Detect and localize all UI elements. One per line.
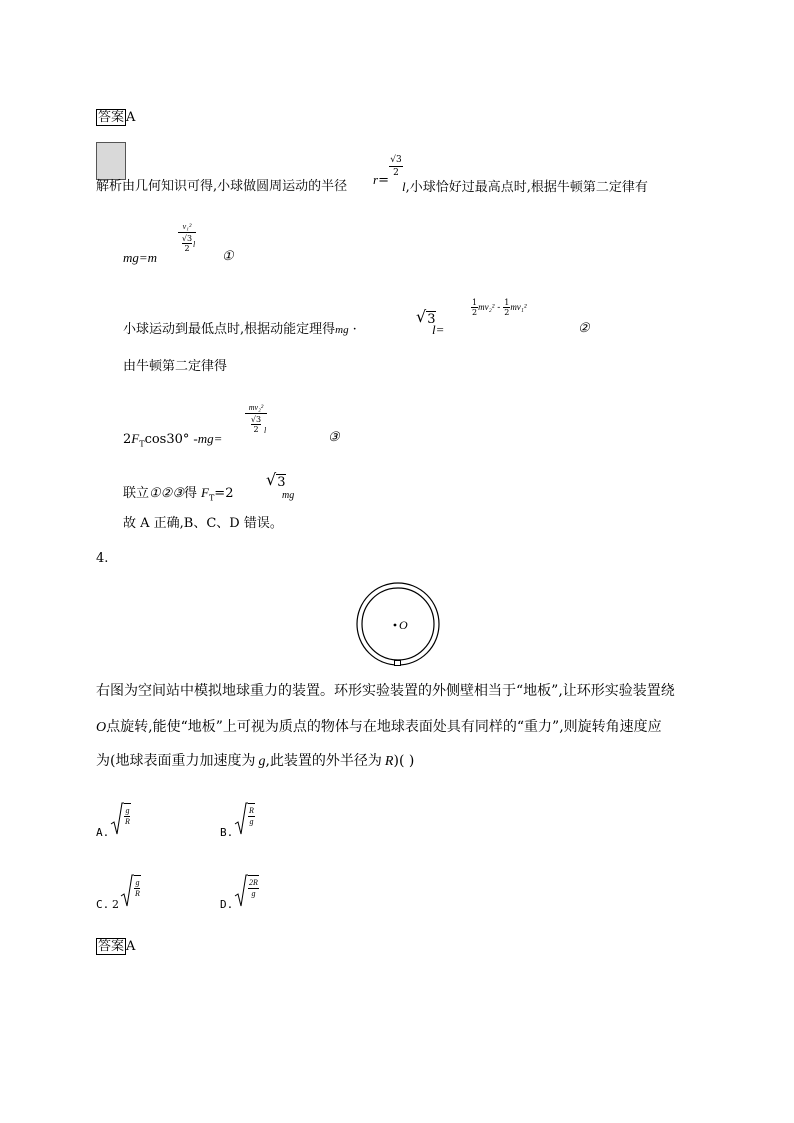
center-dot	[394, 624, 397, 627]
radical-sign	[110, 802, 124, 836]
eq1-lhs: mg=m	[123, 250, 158, 265]
option-fraction	[248, 803, 255, 827]
eq2-mark: ②	[578, 321, 590, 336]
option-c[interactable]	[96, 872, 206, 912]
analysis-line-1	[96, 179, 347, 195]
answer-value: A	[126, 110, 136, 125]
line2-sqrt: √ 3	[416, 307, 436, 327]
answer-value: A	[126, 939, 136, 954]
line2-leq: l=	[432, 322, 445, 337]
option-num: g	[125, 806, 130, 815]
option-d[interactable]	[220, 872, 330, 912]
radius-frac: √3 2	[390, 155, 402, 178]
option-den: g	[249, 817, 254, 826]
analysis-line1-post: l,小球恰好过最高点时,根据牛顿第二定律有	[402, 179, 648, 195]
eq1-frac: v₁² √3 2	[178, 222, 196, 253]
answer-row-1	[96, 106, 135, 126]
question-text-2: O点旋转,能使“地板”上可视为质点的物体与在地球表面处具有同样的“重力”,则旋转角速度应	[96, 719, 662, 735]
radical-sign	[234, 874, 248, 908]
option-den: g	[251, 889, 256, 898]
eq3-l: l	[264, 426, 267, 435]
option-label: B.	[220, 826, 234, 839]
center-label: O	[399, 618, 408, 632]
floor-object	[395, 661, 401, 666]
question-text-3: 为(地球表面重力加速度为 g,此装置的外半径为 R)( )	[96, 753, 415, 769]
option-coef: 2	[112, 898, 119, 911]
analysis-line1-pre: 由几何知识可得,小球做圆周运动的半径	[122, 179, 348, 194]
outer-ring	[357, 583, 439, 665]
line4-sqrt: √ 3	[266, 470, 286, 490]
option-label: D.	[220, 898, 234, 911]
analysis-line-4: 联立①②③得 $F_T=2$	[123, 485, 234, 503]
radical-sign	[234, 802, 248, 836]
eq3-lhs: $2F_T\cos 30^\circ$ -mg=	[123, 431, 223, 449]
eq1-mark: ①	[222, 249, 234, 264]
eq3-frac: mv₂² √3 2	[245, 403, 267, 434]
analysis-line-3: 由牛顿第二定律得	[123, 359, 228, 374]
option-fraction	[124, 803, 131, 827]
analysis-line-5: 故 A 正确,B、C、D 错误。	[123, 516, 283, 531]
option-label: C.	[96, 898, 110, 911]
radical-sign	[120, 874, 134, 908]
radius-formula: r=	[373, 172, 389, 188]
analysis-tag: 解析	[96, 179, 123, 194]
option-num: 2R	[249, 878, 258, 887]
inner-ring	[362, 588, 434, 660]
line2-rhs: $\frac{1}{2}$ mv₂² - $\frac{1}{2}$ mv₁²	[472, 298, 527, 317]
option-fraction	[248, 875, 259, 899]
option-a[interactable]	[96, 800, 206, 840]
analysis-tag-box	[96, 142, 126, 180]
option-num: g	[135, 878, 140, 887]
option-den: R	[135, 889, 140, 898]
option-b[interactable]	[220, 800, 330, 840]
option-den: R	[125, 817, 130, 826]
option-fraction	[134, 875, 141, 899]
answer-tag: 答案	[98, 110, 125, 125]
answer-tag: 答案	[98, 939, 125, 954]
line4-mg: mg	[282, 490, 295, 501]
question-number: 4.	[96, 551, 109, 566]
eq3-mark: ③	[328, 430, 340, 445]
question-text-1: 右图为空间站中模拟地球重力的装置。环形实验装置的外侧壁相当于“地板”,让环形实验装置绕	[96, 683, 675, 699]
ring-apparatus-figure	[352, 582, 444, 668]
eq1-l: l	[193, 240, 196, 249]
option-num: R	[249, 806, 254, 815]
answer-row-2	[96, 935, 135, 955]
option-label: A.	[96, 826, 110, 839]
analysis-line-2: 小球运动到最低点时,根据动能定理得mg ·	[123, 322, 357, 337]
